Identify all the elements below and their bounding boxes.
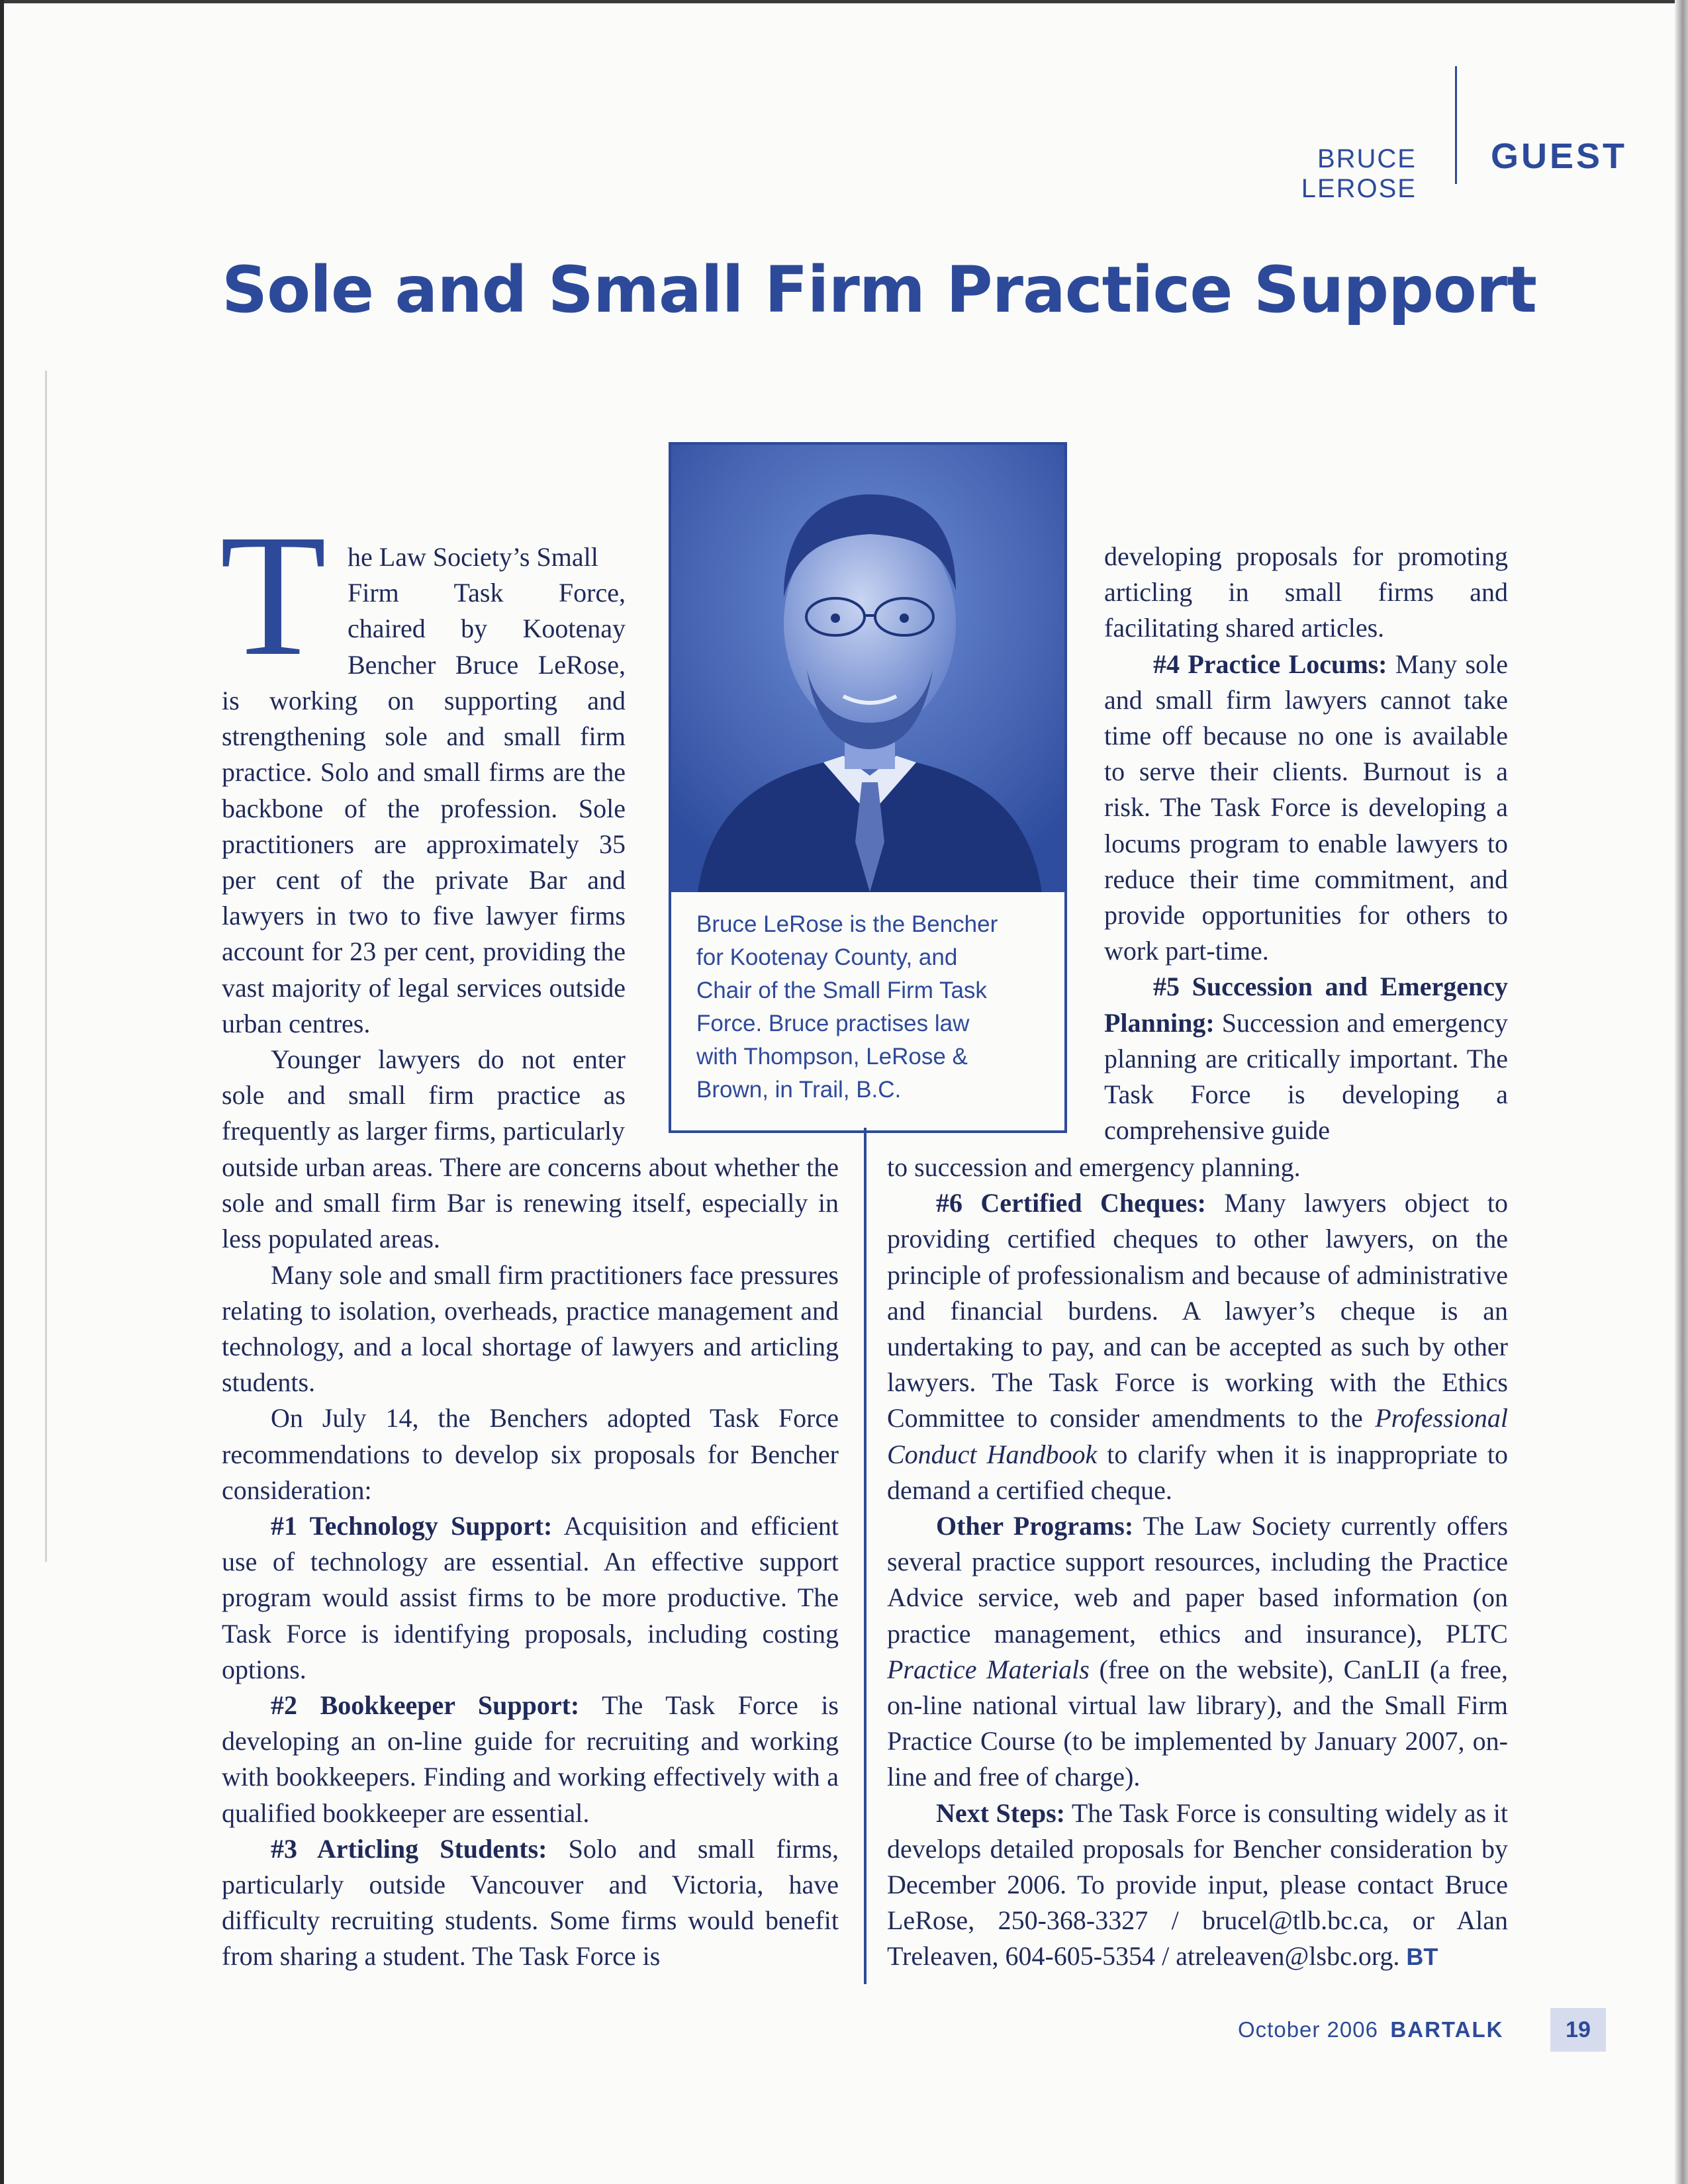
- right-column-narrow: [1104, 539, 1508, 1148]
- paragraph-text: Many lawyers object to providing certified cheques to other lawyers, on the principle of professionalism and because of administrative and financial burdens. A lawyer’s cheque is an undertaking to pay, and can be accepted as such by other lawyers. The Task Force is working with the Ethics Committee to consider amendments to the: [887, 1188, 1508, 1433]
- paragraph-text: Many sole and small firm practitioners face pressures relating to isolation, overheads, practice management and technology, and a local shortage of lawyers and articling students.: [222, 1259, 839, 1398]
- paragraph-lead: #2 Bookkeeper Support:: [271, 1690, 580, 1721]
- paragraph-text: Succession and emergency planning are critically important. The Task Force is developing a comprehensive guide: [1104, 1007, 1508, 1146]
- portrait-illustration: [671, 445, 1064, 892]
- scan-edge-right: [1675, 0, 1688, 2184]
- right-column-wide: [887, 1150, 1508, 1976]
- materials-title: Practice Materials: [887, 1654, 1090, 1684]
- paragraph: [1104, 647, 1508, 970]
- paragraph: [222, 1508, 839, 1688]
- intro-line: Bencher Bruce LeRose,: [348, 649, 626, 680]
- paragraph-text: to succession and emergency planning.: [887, 1152, 1301, 1182]
- paragraph: [222, 1257, 839, 1401]
- paragraph: [222, 1400, 839, 1508]
- paragraph-text: Acquisition and efficient use of technology are essential. An effective support program would assist firms to be more productive. The Task Force is identifying proposals, including costing options.: [222, 1511, 839, 1684]
- paragraph: [222, 1831, 839, 1975]
- paragraph: [222, 1150, 839, 1257]
- intro-wrapped-block: [348, 539, 626, 683]
- scan-edge-fold: [45, 371, 47, 1562]
- column-divider: [864, 1128, 867, 1984]
- paragraph-text: The Task Force is developing an on-line guide for recruiting and working with bookkeepers. Finding and working effectively with a qualified bookkeeper are essential.: [222, 1690, 839, 1828]
- photo-caption: Bruce LeRose is the Bencher for Kootenay County, and Chair of the Small Firm Task Force. Bruce practises law with Thompson, LeRose & Brown, in Trail, B.C.: [696, 911, 998, 1103]
- paragraph-text: The Task Force is consulting widely as it develops detailed proposals for Bencher consideration by December 2006. To provide input, please contact Bruce LeRose, 250-368-3327 / brucel@tlb.bc.ca, or Alan Treleaven, 604-605-5354 / atreleaven@lsbc.org.: [887, 1797, 1509, 1972]
- intro-line: chaired by Kootenay: [348, 614, 626, 644]
- paragraph: [887, 1796, 1508, 1976]
- author-label: BRUCE LEROSE: [1301, 144, 1417, 203]
- paragraph-text: developing proposals for promoting articling in small firms and facilitating shared articles.: [1104, 541, 1508, 643]
- paragraph-lead: #6 Certified Cheques:: [936, 1188, 1206, 1218]
- article-title: Sole and Small Firm Practice Support: [222, 253, 1536, 327]
- paragraph: [887, 1150, 1508, 1185]
- header-divider: [1455, 66, 1457, 184]
- left-column-wide: [222, 1150, 839, 1975]
- paragraph-lead: #4 Practice Locums:: [1153, 649, 1387, 679]
- handbook-title: Professional Conduct Handbook: [887, 1403, 1508, 1469]
- paragraph: [1104, 539, 1508, 647]
- footer: [1238, 2017, 1503, 2042]
- page-number: 19: [1550, 2008, 1606, 2052]
- intro-line: he Law Society’s Small: [348, 542, 598, 572]
- scan-edge-left: [0, 0, 4, 2184]
- drop-cap: T: [220, 499, 327, 692]
- paragraph-text: to clarify when it is inappropriate to demand a certified cheque.: [887, 1439, 1509, 1505]
- paragraph-lead: Next Steps:: [936, 1797, 1065, 1828]
- paragraph-text: On July 14, the Benchers adopted Task Force recommendations to develop six proposals for Bencher consideration:: [222, 1403, 839, 1505]
- paragraph-text: Many sole and small firm lawyers cannot take time off because no one is available to serve their clients. Burnout is a risk. The Task Force is developing a locums program to enable lawyers to reduce their time commitment, and provide opportunities for others to work part-time.: [1104, 649, 1508, 966]
- paragraph-lead: #5 Succession and Emergency Planning:: [1104, 972, 1508, 1038]
- paragraph-lead: #3 Articling Students:: [271, 1833, 547, 1864]
- section-label: GUEST: [1491, 136, 1628, 176]
- left-column-narrow: [222, 683, 626, 1150]
- paragraph: [222, 1688, 839, 1831]
- paragraph: [1104, 969, 1508, 1148]
- paragraph: [887, 1185, 1508, 1508]
- paragraph-lead: #1 Technology Support:: [271, 1511, 553, 1541]
- photo-box: [669, 442, 1067, 1133]
- paragraph-text: The Law Society currently offers several practice support resources, including the Practice Advice service, web and paper based information (on practice management, ethics and insurance), PLTC: [887, 1511, 1509, 1649]
- paragraph-text: (free on the website), CanLII (a free, on-line national virtual law library), and the Small Firm Practice Course (to be implemented by January 2007, on-line and free of charge).: [887, 1654, 1508, 1792]
- scan-edge-top: [0, 0, 1688, 3]
- paragraph: [887, 1508, 1508, 1796]
- author-photo: [671, 445, 1064, 892]
- paragraph: Younger lawyers do not enter sole and small firm practice as frequently as larger firms, particularly: [222, 1044, 626, 1146]
- paragraph-text: outside urban areas. There are concerns about whether the sole and small firm Bar is renewing itself, especially in less populated areas.: [222, 1152, 839, 1254]
- intro-line: Firm Task Force,: [348, 578, 626, 608]
- paragraph-text: Solo and small firms, particularly outside Vancouver and Victoria, have difficulty recruiting students. Some firms would benefit from sharing a student. The Task Force is: [222, 1833, 839, 1972]
- publication-name: BARTALK: [1390, 2017, 1504, 2042]
- paragraph: is working on supporting and strengthening sole and small firm practice. Solo and small firms are the backbone of the profession. Sole practitioners are approximately 35 per cent of the private Bar and lawyers in two to five lawyer firms account for 23 per cent, providing the vast majority of legal services outside urban centres.: [222, 686, 626, 1038]
- end-mark: BT: [1406, 1943, 1438, 1971]
- issue-date: October 2006: [1238, 2017, 1378, 2042]
- paragraph-lead: Other Programs:: [936, 1511, 1134, 1541]
